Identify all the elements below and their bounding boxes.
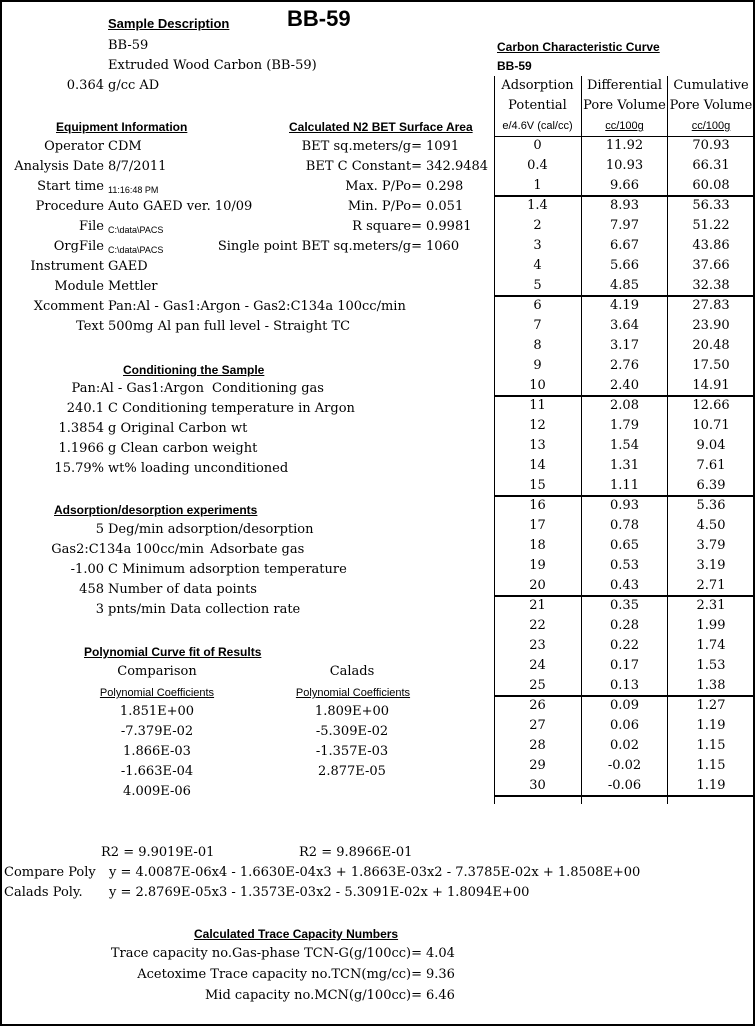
trace-label: Trace capacity no.Gas-phase TCN-G(g/100cc)=: [110, 946, 422, 961]
calads-coefficient: -5.309E-02: [315, 724, 389, 739]
differential-cell: 11.92: [605, 138, 644, 153]
potential-cell: 19: [529, 558, 546, 573]
potential-cell: 6: [533, 298, 542, 313]
bet-label: R square=: [352, 219, 422, 234]
table-group-line: [494, 195, 754, 197]
calads-poly-equation: y = 2.8769E-05x3 - 1.3573E-03x2 - 5.3091E-02x + 1.8094E+00: [109, 885, 530, 900]
curve-heading: Carbon Characteristic Curve: [497, 40, 660, 54]
equipment-value: 11:16:48 PM: [108, 185, 159, 195]
potential-cell: 11: [529, 398, 546, 413]
col3-unit: cc/100g: [691, 120, 731, 132]
equipment-value: Auto GAED ver. 10/09: [108, 199, 253, 214]
differential-cell: 0.22: [610, 638, 639, 653]
differential-cell: 0.35: [610, 598, 639, 613]
sample-description-heading: Sample Description: [108, 16, 230, 31]
cumulative-cell: 1.15: [696, 758, 726, 773]
potential-cell: 0.4: [527, 158, 548, 173]
conditioning-label: g Original Carbon wt: [108, 421, 248, 436]
potential-cell: 27: [529, 718, 546, 733]
cumulative-cell: 66.31: [692, 158, 730, 173]
equipment-value: 8/7/2011: [108, 159, 167, 174]
cumulative-cell: 1.19: [696, 718, 726, 733]
equipment-label: OrgFile: [53, 239, 104, 254]
potential-cell: 7: [533, 318, 542, 333]
adsorption-label: Deg/min adsorption/desorption: [108, 522, 314, 537]
equipment-label: Module: [54, 279, 104, 294]
cumulative-cell: 14.91: [692, 378, 730, 393]
trace-label: Acetoxime Trace capacity no.TCN(mg/cc)=: [137, 967, 422, 982]
conditioning-value: 15.79%: [54, 461, 104, 476]
bet-label: BET C Constant=: [305, 159, 422, 174]
trace-heading: Calculated Trace Capacity Numbers: [194, 927, 399, 941]
adsorption-value: 3: [95, 602, 104, 617]
density-value: 0.364: [66, 78, 104, 93]
adsorption-heading: Adsorption/desorption experiments: [54, 503, 258, 517]
bet-value: 0.298: [426, 179, 464, 194]
differential-cell: 0.43: [610, 578, 639, 593]
conditioning-value: Pan:Al - Gas1:Argon: [71, 381, 204, 396]
potential-cell: 15: [529, 478, 546, 493]
calads-coefficient: 2.877E-05: [318, 764, 386, 779]
potential-cell: 18: [529, 538, 546, 553]
potential-cell: 28: [529, 738, 546, 753]
equipment-label: Text: [76, 319, 104, 334]
col3-header-line1: Cumulative: [673, 78, 749, 93]
cumulative-cell: 1.19: [696, 778, 726, 793]
curve-subheading: BB-59: [497, 59, 532, 73]
equipment-label: Operator: [44, 139, 104, 154]
differential-cell: 0.17: [610, 658, 639, 673]
col3-header-line2: Pore Volume: [669, 98, 753, 113]
trace-value: 9.36: [426, 967, 455, 982]
cumulative-cell: 27.83: [692, 298, 730, 313]
potential-cell: 4: [533, 258, 542, 273]
trace-value: 6.46: [426, 988, 455, 1003]
adsorption-label: Adsorbate gas: [210, 542, 305, 557]
differential-cell: 0.02: [610, 738, 639, 753]
table-bottom-line: [494, 795, 754, 797]
equipment-value: Mettler: [108, 279, 158, 294]
cumulative-cell: 20.48: [692, 338, 730, 353]
potential-cell: 1.4: [527, 198, 548, 213]
conditioning-heading: Conditioning the Sample: [123, 363, 265, 377]
potential-cell: 23: [529, 638, 546, 653]
table-group-line: [494, 295, 754, 297]
comparison-coefficient: -7.379E-02: [120, 724, 194, 739]
cumulative-cell: 23.90: [692, 318, 730, 333]
potential-cell: 22: [529, 618, 546, 633]
conditioning-value: 1.3854: [58, 421, 104, 436]
equipment-label: Start time: [37, 179, 104, 194]
potential-cell: 14: [529, 458, 546, 473]
col1-header-line2: Potential: [508, 98, 567, 113]
equipment-label: Xcomment: [33, 299, 104, 314]
conditioning-label: Conditioning gas: [212, 381, 324, 396]
differential-cell: 8.93: [610, 198, 639, 213]
table-border-right: [753, 76, 754, 804]
cumulative-cell: 6.39: [696, 478, 726, 493]
cumulative-cell: 9.04: [696, 438, 726, 453]
bet-value: 342.9484: [426, 159, 489, 174]
differential-cell: -0.02: [607, 758, 642, 773]
report-title: BB-59: [287, 6, 351, 31]
col1-header-line1: Adsorption: [501, 78, 574, 93]
conditioning-label: g Clean carbon weight: [108, 441, 258, 456]
calads-coefficient: 1.809E+00: [314, 704, 390, 719]
col1-unit: e/4.6V (cal/cc): [502, 120, 573, 132]
bet-value: 0.9981: [426, 219, 472, 234]
differential-cell: -0.06: [607, 778, 642, 793]
cumulative-cell: 7.61: [696, 458, 726, 473]
sample-name: Extruded Wood Carbon (BB-59): [108, 58, 317, 73]
carbon-curve-table: [494, 76, 754, 804]
adsorption-label: pnts/min Data collection rate: [108, 602, 301, 617]
table-group-line: [494, 395, 754, 397]
equipment-value: 500mg Al pan full level - Straight TC: [108, 319, 351, 334]
cumulative-cell: 60.08: [692, 178, 730, 193]
bet-value: 1091: [426, 139, 460, 154]
potential-cell: 20: [529, 578, 546, 593]
equipment-label: Instrument: [30, 259, 104, 274]
col2-unit: cc/100g: [605, 120, 644, 132]
potential-cell: 13: [529, 438, 546, 453]
table-group-line: [494, 695, 754, 697]
bet-value: 1060: [426, 239, 460, 254]
potential-cell: 9: [533, 358, 542, 373]
differential-cell: 2.76: [610, 358, 639, 373]
comparison-coefficient: 1.851E+00: [119, 704, 195, 719]
equipment-label: File: [78, 219, 104, 234]
col2-header-line1: Differential: [586, 78, 663, 93]
cumulative-cell: 5.36: [696, 498, 726, 513]
equipment-heading: Equipment Information: [56, 120, 188, 134]
trace-label: Mid capacity no.MCN(g/100cc)=: [204, 988, 422, 1003]
potential-cell: 29: [529, 758, 546, 773]
potential-cell: 25: [529, 678, 546, 693]
polynomial-heading: Polynomial Curve fit of Results: [84, 645, 262, 659]
differential-cell: 3.64: [610, 318, 639, 333]
potential-cell: 26: [529, 698, 546, 713]
cumulative-cell: 2.31: [696, 598, 726, 613]
conditioning-label: C Conditioning temperature in Argon: [108, 401, 355, 416]
comparison-coefficient: 1.866E-03: [123, 744, 191, 759]
cumulative-cell: 1.27: [696, 698, 726, 713]
bet-value: 0.051: [426, 199, 464, 214]
adsorption-value: 5: [95, 522, 104, 537]
differential-cell: 1.31: [610, 458, 639, 473]
equipment-label: Analysis Date: [14, 159, 104, 174]
differential-cell: 1.79: [610, 418, 639, 433]
potential-cell: 12: [529, 418, 546, 433]
cumulative-cell: 3.79: [696, 538, 726, 553]
potential-cell: 0: [533, 138, 542, 153]
differential-cell: 3.17: [610, 338, 639, 353]
potential-cell: 2: [533, 218, 542, 233]
trace-value: 4.04: [426, 946, 455, 961]
potential-cell: 17: [529, 518, 546, 533]
potential-cell: 24: [529, 658, 546, 673]
density-unit: g/cc AD: [108, 78, 160, 93]
cumulative-cell: 51.22: [692, 218, 730, 233]
potential-cell: 30: [529, 778, 546, 793]
cumulative-cell: 32.38: [692, 278, 730, 293]
differential-cell: 4.19: [610, 298, 639, 313]
comparison-coefficient: -1.663E-04: [120, 764, 194, 779]
adsorption-label: C Minimum adsorption temperature: [108, 562, 347, 577]
calads-coefficient: -1.357E-03: [315, 744, 389, 759]
differential-cell: 0.78: [610, 518, 639, 533]
comparison-coefficient: 4.009E-06: [123, 784, 191, 799]
adsorption-value: Gas2:C134a 100cc/min: [51, 542, 204, 557]
differential-cell: 0.65: [610, 538, 639, 553]
r2-comparison: R2 = 9.9019E-01: [101, 845, 215, 860]
cumulative-cell: 4.50: [696, 518, 726, 533]
bet-label: Single point BET sq.meters/g=: [217, 239, 422, 254]
cumulative-cell: 3.19: [696, 558, 726, 573]
differential-cell: 0.28: [610, 618, 639, 633]
adsorption-value: -1.00: [70, 562, 104, 577]
equipment-value: C:\data\PACS: [108, 245, 164, 255]
potential-cell: 21: [529, 598, 546, 613]
calads-coef-label: Polynomial Coefficients: [295, 687, 411, 699]
equipment-label: Procedure: [35, 199, 104, 214]
differential-cell: 0.09: [610, 698, 639, 713]
cumulative-cell: 37.66: [692, 258, 730, 273]
differential-cell: 10.93: [605, 158, 644, 173]
equipment-value: GAED: [108, 259, 148, 274]
bet-heading: Calculated N2 BET Surface Area: [289, 120, 473, 134]
sample-id: BB-59: [108, 38, 149, 53]
table-line: [494, 136, 754, 137]
conditioning-value: 1.1966: [58, 441, 104, 456]
comparison-heading: Comparison: [117, 664, 197, 679]
cumulative-cell: 10.71: [692, 418, 730, 433]
cumulative-cell: 1.99: [696, 618, 726, 633]
differential-cell: 5.66: [610, 258, 639, 273]
differential-cell: 7.97: [610, 218, 639, 233]
differential-cell: 9.66: [610, 178, 639, 193]
compare-poly-equation: y = 4.0087E-06x4 - 1.6630E-04x3 + 1.8663E-03x2 - 7.3785E-02x + 1.8508E+00: [109, 865, 641, 880]
cumulative-cell: 17.50: [692, 358, 730, 373]
cumulative-cell: 1.53: [696, 658, 726, 673]
cumulative-cell: 70.93: [692, 138, 730, 153]
bet-label: Max. P/Po=: [345, 179, 422, 194]
potential-cell: 10: [529, 378, 546, 393]
cumulative-cell: 1.15: [696, 738, 726, 753]
table-group-line: [494, 595, 754, 597]
cumulative-cell: 1.74: [696, 638, 726, 653]
cumulative-cell: 43.86: [692, 238, 730, 253]
bet-label: Min. P/Po=: [347, 199, 422, 214]
equipment-value: CDM: [108, 139, 142, 154]
col2-header-line2: Pore Volume: [583, 98, 666, 113]
differential-cell: 0.06: [610, 718, 639, 733]
differential-cell: 0.53: [610, 558, 639, 573]
compare-poly-label: Compare Poly: [4, 865, 96, 880]
table-group-line: [494, 495, 754, 497]
potential-cell: 8: [533, 338, 542, 353]
potential-cell: 1: [533, 178, 542, 193]
equipment-value: C:\data\PACS: [108, 225, 164, 235]
calads-heading: Calads: [329, 664, 375, 679]
equipment-value: Pan:Al - Gas1:Argon - Gas2:C134a 100cc/min: [108, 299, 406, 314]
differential-cell: 1.54: [610, 438, 639, 453]
cumulative-cell: 12.66: [692, 398, 730, 413]
differential-cell: 2.08: [610, 398, 639, 413]
conditioning-value: 240.1: [66, 401, 104, 416]
cumulative-cell: 1.38: [696, 678, 726, 693]
potential-cell: 16: [529, 498, 546, 513]
cumulative-cell: 56.33: [692, 198, 730, 213]
differential-cell: 1.11: [610, 478, 639, 493]
differential-cell: 0.13: [610, 678, 639, 693]
bet-label: BET sq.meters/g=: [301, 139, 422, 154]
differential-cell: 0.93: [610, 498, 639, 513]
calads-poly-label: Calads Poly.: [4, 885, 83, 900]
differential-cell: 6.67: [610, 238, 639, 253]
potential-cell: 3: [533, 238, 542, 253]
adsorption-value: 458: [79, 582, 104, 597]
conditioning-label: wt% loading unconditioned: [108, 461, 289, 476]
differential-cell: 2.40: [610, 378, 639, 393]
adsorption-label: Number of data points: [108, 582, 257, 597]
potential-cell: 5: [533, 278, 542, 293]
cumulative-cell: 2.71: [696, 578, 726, 593]
r2-calads: R2 = 9.8966E-01: [299, 845, 413, 860]
comparison-coef-label: Polynomial Coefficients: [99, 687, 215, 699]
differential-cell: 4.85: [610, 278, 639, 293]
